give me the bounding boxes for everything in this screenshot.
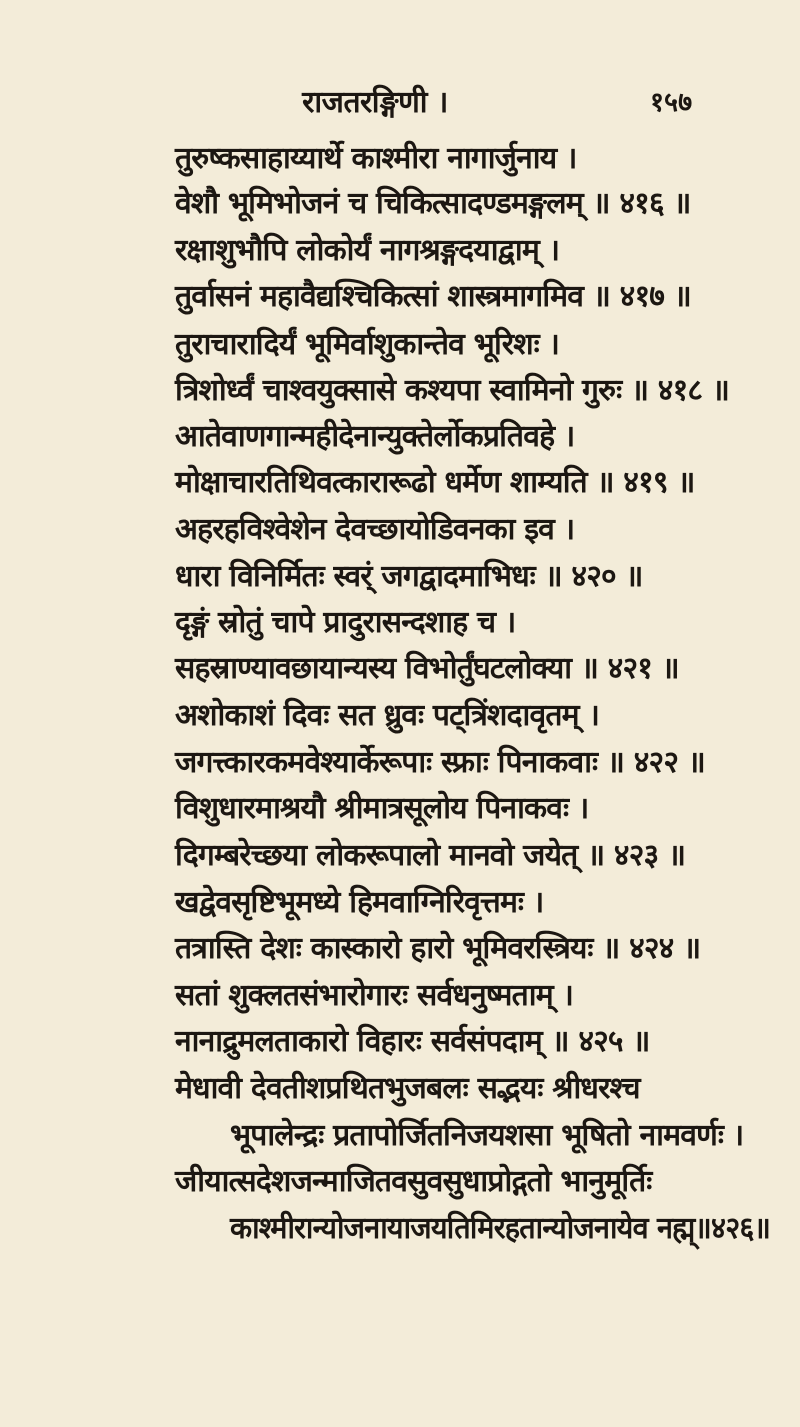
verse-line: तुर्वासनं महावैद्यश्चिकित्सां शास्त्रमागमिव ॥ ४१७ ॥	[175, 279, 691, 314]
verse-line: विशुधारमाश्रयौ श्रीमात्रसूलोय पिनाकवः ।	[175, 791, 589, 826]
verse-line: खद्वेवसृष्टिभूमध्ये हिमवाग्निरिवृत्तमः ।	[175, 885, 544, 920]
verse-line: मेधावी देवतीशप्रथितभुजबलः सद्भयः श्रीधरश्च	[175, 1071, 640, 1106]
verse-line: रक्षाशुभौपि लोकोर्यं नागश्रङ्गदयाद्वाम् ।	[175, 233, 560, 268]
verse-line: धारा विनिर्मितः स्वर्ं जगद्वादमाभिधः ॥ ४२० ॥	[175, 559, 643, 594]
verse-line: अशोकाशं दिवः सत ध्रुवः पट्त्रिंशदावृतम् ।	[175, 698, 600, 733]
verse-line: नानाद्रुमलताकारो विहारः सर्वसंपदाम् ॥ ४२५ ॥	[175, 1024, 650, 1059]
verse-line: तुरुष्कसाहाय्यार्थे काश्मीरा नागार्जुनाय ।	[175, 141, 577, 176]
verse-line: आतेवाणगान्महीदेनान्युक्तेर्लोकप्रतिवहे ।	[175, 419, 575, 454]
verse-line: दृङ्गं स्रोतुं चापे प्रादुरासन्दशाह च ।	[175, 605, 516, 640]
verse-line: सहस्राण्यावछायान्यस्य विभोर्तुंघटलोक्या ॥ ४२१ ॥	[175, 651, 679, 686]
verse-line: सतां शुक्लतसंभारोगारः सर्वधनुष्मताम् ।	[175, 978, 574, 1013]
verse-line: काश्मीरान्योजनायाजयतिमिरहतान्योजनायेव नह्म्॥४२६॥	[230, 1211, 771, 1246]
verse-line: त्रिशोर्ध्वं चाश्वयुक्सासे कश्यपा स्वामिनो गुरुः ॥ ४१८ ॥	[175, 373, 730, 408]
running-title: राजतरङ्गिणी ।	[302, 85, 448, 120]
verse-line: तत्रास्ति देशः कास्कारो हारो भूमिवरस्त्रियः ॥ ४२४ ॥	[175, 931, 701, 966]
verse-line: जीयात्सदेशजन्माजितवसुवसुधाप्रोद्गतो भानुमूर्तिः	[175, 1164, 652, 1199]
page-number: १५७	[650, 87, 693, 118]
verse-line: अहरहविश्वेशेन देवच्छायोडिवनका इव ।	[175, 512, 575, 547]
page-header	[0, 80, 800, 120]
verse-line: मोक्षाचारतिथिवत्कारारूढो धर्मेण शाम्यति ॥ ४१९ ॥	[175, 465, 695, 500]
verse-line: दिगम्बरेच्छया लोकरूपालो मानवो जयेत् ॥ ४२३ ॥	[175, 838, 686, 873]
verse-line: जगत्त्कारकमवेश्यार्केरूपाः स्फ्राः पिनाकवाः ॥ ४२२ ॥	[175, 745, 705, 780]
verse-line: तुराचारादिर्यं भूमिर्वाशुकान्तेव भूरिशः ।	[175, 327, 560, 362]
verse-line: वेशौ भूमिभोजनं च चिकित्सादण्डमङ्गलम् ॥ ४१६ ॥	[175, 186, 691, 221]
verse-line: भूपालेन्द्रः प्रतापोर्जितनिजयशसा भूषितो नामवर्णः ।	[230, 1118, 744, 1153]
